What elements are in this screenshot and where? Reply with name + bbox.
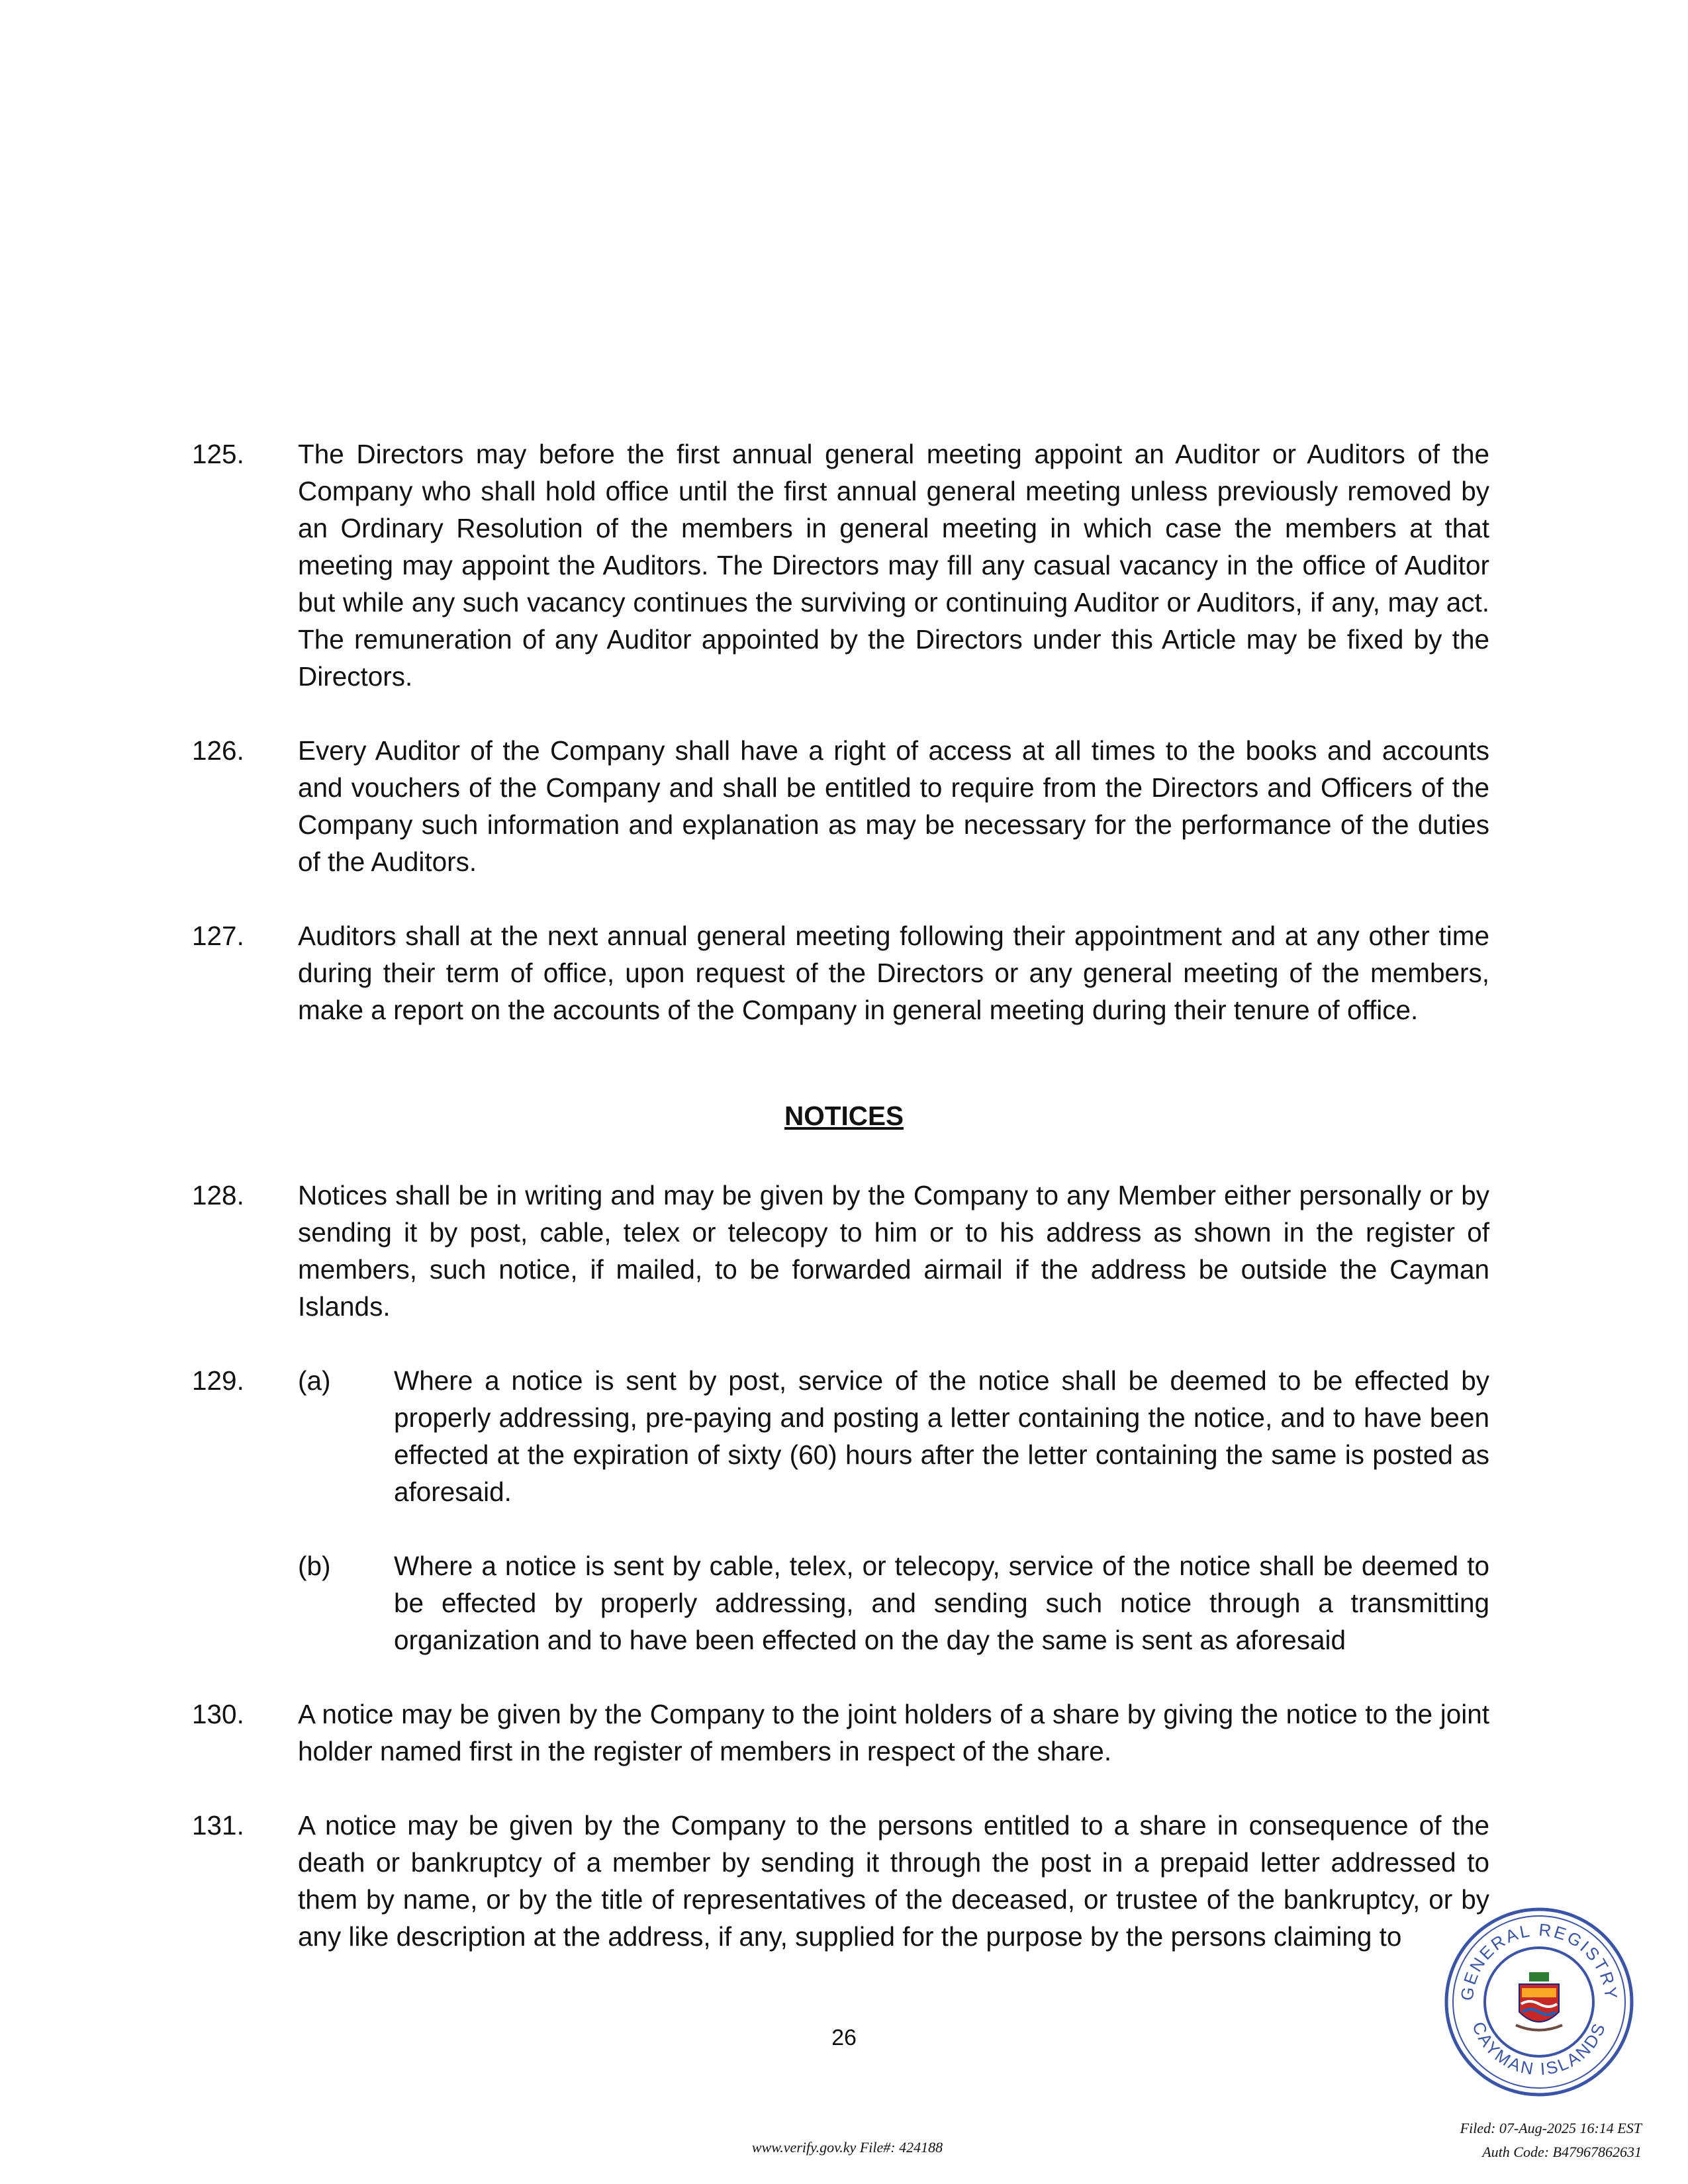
article-number: 130.	[192, 1699, 244, 1729]
article-text: Auditors shall at the next annual general meeting following their appointment and at any other time during their term of office, upon request of the Directors or any general meeting of the members, make a report on the accounts of the Company in general meeting during their tenure of office.	[298, 921, 1489, 1025]
footer-verify-url: www.verify.gov.ky File#: 424188	[751, 2139, 943, 2156]
seal-bottom-text: CAYMAN ISLANDS	[1468, 2019, 1610, 2079]
article-127	[192, 917, 1489, 1028]
coat-of-arms-icon	[1516, 1972, 1562, 2030]
subparagraph-text: Where a notice is sent by post, service of the notice shall be deemed to be effected by properly addressing, pre-paying and posting a letter containing the notice, and to have been effected at the expiration of sixty (60) hours after the letter containing the same is posted as aforesaid.	[394, 1365, 1489, 1507]
article-text: The Directors may before the first annual general meeting appoint an Auditor or Auditors of the Company who shall hold office until the first annual general meeting unless previously removed by an Ordinary Resolution of the members in general meeting in which case the members at that meeting may appoint the Auditors. The Directors may fill any casual vacancy in the office of Auditor but while any such vacancy continues the surviving or continuing Auditor or Auditors, if any, may act. The remuneration of any Auditor appointed by the Directors under this Article may be fixed by the Directors.	[298, 439, 1489, 692]
page-number: 26	[831, 2025, 857, 2050]
section-heading: NOTICES	[784, 1101, 904, 1131]
subparagraph-b	[192, 1547, 1489, 1659]
article-126	[192, 732, 1489, 880]
subparagraph-a	[192, 1362, 1489, 1510]
seal-top-text: GENERAL REGISTRY	[1456, 1919, 1622, 2002]
article-number: 131.	[192, 1810, 244, 1841]
article-number: 126.	[192, 735, 244, 766]
article-text: Every Auditor of the Company shall have a right of access at all times to the books and accounts and vouchers of the Company and shall be entitled to require from the Directors and Officers of the Company such information and explanation as may be necessary for the performance of the duties of the Auditors.	[298, 735, 1489, 877]
article-number: 129.	[192, 1365, 244, 1396]
article-number: 125.	[192, 439, 244, 469]
article-text: A notice may be given by the Company to the joint holders of a share by giving the notice to the joint holder named first in the register of members in respect of the share.	[298, 1699, 1489, 1766]
subparagraph-letter: (a)	[298, 1365, 331, 1396]
article-128	[192, 1177, 1489, 1325]
subparagraph-letter: (b)	[298, 1551, 331, 1581]
svg-text:CAYMAN ISLANDS	[1468, 2019, 1610, 2079]
article-text: Notices shall be in writing and may be given by the Company to any Member either personally or by sending it by post, cable, telex or telecopy to him or to his address as shown in the register of members, such notice, if mailed, to be forwarded airmail if the address be outside the Cayman Islands.	[298, 1180, 1489, 1322]
subparagraph-text: Where a notice is sent by cable, telex, or telecopy, service of the notice shall be deemed to be effected by properly addressing, and sending such notice through a transmitting organization and to have been effected on the day the same is sent as aforesaid	[394, 1551, 1489, 1655]
auth-code: Auth Code: B47967862631	[1482, 2144, 1642, 2160]
article-number: 128.	[192, 1180, 244, 1210]
filing-stamp	[1460, 2116, 1642, 2164]
article-130	[192, 1696, 1489, 1770]
general-registry-seal-icon	[1443, 1906, 1635, 2098]
filed-date: Filed: 07-Aug-2025 16:14 EST	[1460, 2120, 1642, 2136]
article-125	[192, 435, 1489, 695]
article-131	[192, 1807, 1489, 1955]
article-text: A notice may be given by the Company to the persons entitled to a share in consequence of the death or bankruptcy of a member by sending it through the post in a prepaid letter addressed to them by name, or by the title of representatives of the deceased, or trustee of the bankruptcy, or by any like description at the address, if any, supplied for the purpose by the persons claiming to	[298, 1810, 1489, 1952]
article-number: 127.	[192, 921, 244, 951]
